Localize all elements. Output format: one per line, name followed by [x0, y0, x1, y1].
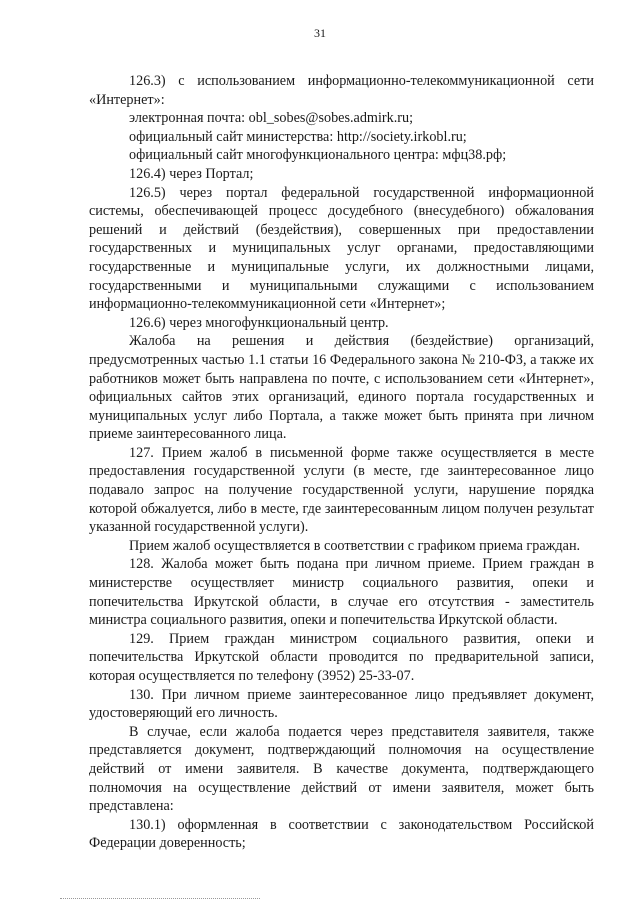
paragraph-representative: В случае, если жалоба подается через представителя заявителя, также представляется документ, подтверждающий полномочия на осуществление действий от имени заявителя. В качестве документа, подтверждающего полномочия на осуществление действий от имени заявителя, может быть представлена: [89, 723, 594, 815]
paragraph-126-3: 126.3) с использованием информационно-телекоммуникационной сети «Интернет»: [89, 73, 594, 108]
page-number: 31 [314, 26, 326, 40]
paragraph-127: 127. Прием жалоб в письменной форме также осуществляется в месте предоставления государственной услуги (в месте, где заинтересованное лицо подавало запрос на получение государственной услуги, нарушение порядка которой обжалуется, либо в месте, где заинтересованным лицом получен результат указанной государственной услуги). [89, 444, 594, 536]
paragraph-126-4: 126.4) через Портал; [129, 165, 254, 182]
paragraph-130: 130. При личном приеме заинтересованное лицо предъявляет документ, удостоверяющий его личность. [89, 686, 594, 722]
paragraph-130-1: 130.1) оформленная в соответствии с законодательством Российской Федерации доверенность; [89, 816, 594, 852]
paragraph-complaint-organizations: Жалоба на решения и действия (бездействие) организаций, предусмотренных частью 1.1 статьи 16 Федерального закона № 210-ФЗ, а также их работников может быть направлена по почте, с использованием сети «Интернет», официальных сайтов этих организаций, единого портала государственных и муниципальных услуг либо Портала, а также может быть принята при личном приеме заинтересованного лица. [89, 333, 594, 443]
paragraph-126-6: 126.6) через многофункциональный центр. [129, 314, 389, 331]
paragraph-email: электронная почта: obl_sobes@sobes.admirk.ru; [129, 110, 414, 127]
paragraph-129: 129. Прием граждан министром социального развития, опеки и попечительства Иркутской области проводится по предварительной записи, которая осуществляется по телефону (3952) 25-33-07. [89, 630, 594, 684]
paragraph-126-5: 126.5) через портал федеральной государственной информационной системы, обеспечивающей процесс досудебного (внесудебного) обжалования решений и действий (бездействия), совершенных при предоставлении государственных и муниципальных услуг органами, предоставляющими государственные и муниципальные услуги, их должностными лицами, государственными и муниципальными служащими с использованием информационно-телекоммуникационной сети «Интернет»; [89, 184, 594, 313]
document-body [89, 72, 594, 853]
paragraph-mfc-site: официальный сайт многофункционального центра: мфц38.рф; [129, 147, 507, 164]
footer-divider [60, 898, 260, 899]
paragraph-ministry-site: официальный сайт министерства: http://society.irkobl.ru; [129, 128, 467, 145]
paragraph-reception-schedule: Прием жалоб осуществляется в соответствии с графиком приема граждан. [129, 537, 581, 554]
paragraph-128: 128. Жалоба может быть подана при личном приеме. Прием граждан в министерстве осуществляет министр социального развития, опеки и попечительства Иркутской области, в случае его отсутствия - заместитель министра социального развития, опеки и попечительства Иркутской области. [89, 556, 594, 629]
